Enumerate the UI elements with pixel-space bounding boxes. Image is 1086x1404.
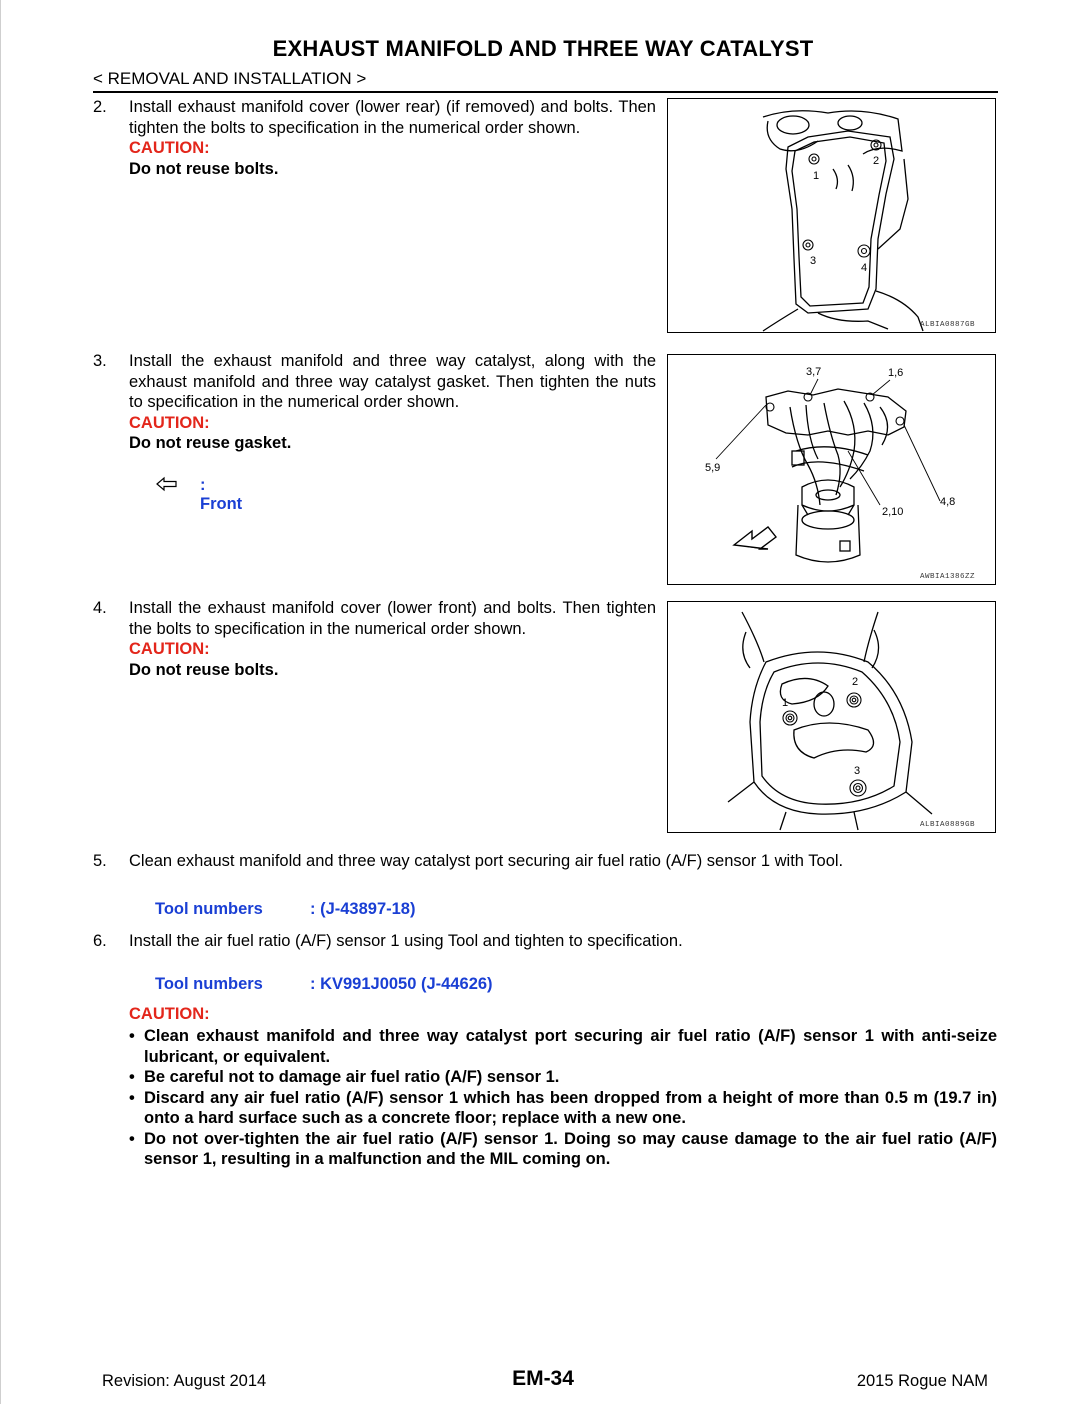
bolt-label-4: 4 [861,262,868,274]
nut-label-1-6: 1,6 [888,367,904,379]
vehicle-model: 2015 Rogue NAM [856,1372,988,1390]
step-number: 3. [93,352,107,370]
step-text: Clean exhaust manifold and three way catalyst port securing air fuel ratio (A/F) sensor 1 with Tool. [129,852,844,870]
bolt-label-2: 2 [852,676,859,688]
bolt-label-3: 3 [854,765,861,777]
step-text: Install the air fuel ratio (A/F) sensor 1 using Tool and tighten to specification. [129,932,683,950]
caution-bullet: • Do not over-tighten the air fuel ratio (A/F) sensor 1. Doing so may cause damage to the air fuel ratio (A/F) sensor 1, resulting in a malfunction and the MIL coming on. [129,1129,997,1168]
figure-lower-front-cover [667,601,996,833]
caution-text: Do not reuse gasket. [129,434,292,452]
caution-label: CAUTION: [129,413,210,432]
caution-label: CAUTION: [129,640,210,658]
lower-front-cover-illustration [668,602,995,832]
step-number: 5. [93,852,107,870]
nut-label-5-9: 5,9 [705,462,721,474]
page-edge [0,0,1,1404]
tool-numbers-value: : (J-43897-18) [310,900,416,918]
nut-label-2-10: 2,10 [882,506,904,518]
caution-label: CAUTION: [129,139,210,157]
tool-numbers-value: : KV991J0050 (J-44626) [310,975,493,993]
tool-numbers-label: Tool numbers [155,900,263,918]
caution-bullet: • Be careful not to damage air fuel ratio (A/F) sensor 1. [129,1068,560,1086]
bolt-label-3: 3 [810,255,817,267]
figure-lower-rear-cover [667,98,996,333]
step-text: Install the exhaust manifold and three way catalyst, along with the exhaust manifold and three way catalyst gasket. Then tighten the nuts to specification in the numerical order shown. [129,352,656,411]
lower-rear-cover-illustration [668,99,995,332]
figure-code: AWBIA1386ZZ [919,573,975,581]
figure-manifold-catalyst [667,354,996,585]
step-number: 6. [93,932,107,950]
caution-label-step-6: CAUTION: [129,1005,210,1023]
caution-bullet: • Discard any air fuel ratio (A/F) sensor 1 which has been dropped from a height of more than 0.5 m (19.7 in) onto a hard surface such as a concrete floor; replace with a new one. [129,1088,997,1127]
bolt-label-1: 1 [782,697,789,709]
tool-numbers-label: Tool numbers [155,975,263,993]
caution-bullet: • Clean exhaust manifold and three way catalyst port securing air fuel ratio (A/F) sensor 1 with anti-seize lubricant, or equivalent. [129,1027,997,1066]
page-title: EXHAUST MANIFOLD AND THREE WAY CATALYST [272,36,814,61]
page-number: EM-34 [512,1367,574,1390]
nut-label-3-7: 3,7 [806,366,822,378]
revision-date: Revision: August 2014 [102,1372,267,1390]
figure-code: ALBIA0889GB [919,821,975,829]
section-subtitle: < REMOVAL AND INSTALLATION > [93,69,367,88]
bolt-label-2: 2 [873,155,880,167]
bolt-label-1: 1 [813,170,820,182]
manifold-catalyst-illustration [668,355,995,584]
front-label: : Front [200,476,243,513]
nut-label-4-8: 4,8 [940,496,956,508]
step-number: 4. [93,599,107,617]
caution-text: Do not reuse bolts. [129,159,279,178]
caution-text: Do not reuse bolts. [129,660,279,679]
figure-code: ALBIA0887GB [919,321,975,329]
front-arrow-icon [155,476,179,497]
caution-bullet-list [129,1026,997,1170]
step-number: 2. [93,98,107,116]
step-text: Install the exhaust manifold cover (lower front) and bolts. Then tighten the bolts to specification in the numerical order shown. [129,599,656,638]
header-rule [93,91,998,93]
step-text: Install exhaust manifold cover (lower rear) (if removed) and bolts. Then tighten the bolts to specification in the numerical order shown. [129,98,656,137]
